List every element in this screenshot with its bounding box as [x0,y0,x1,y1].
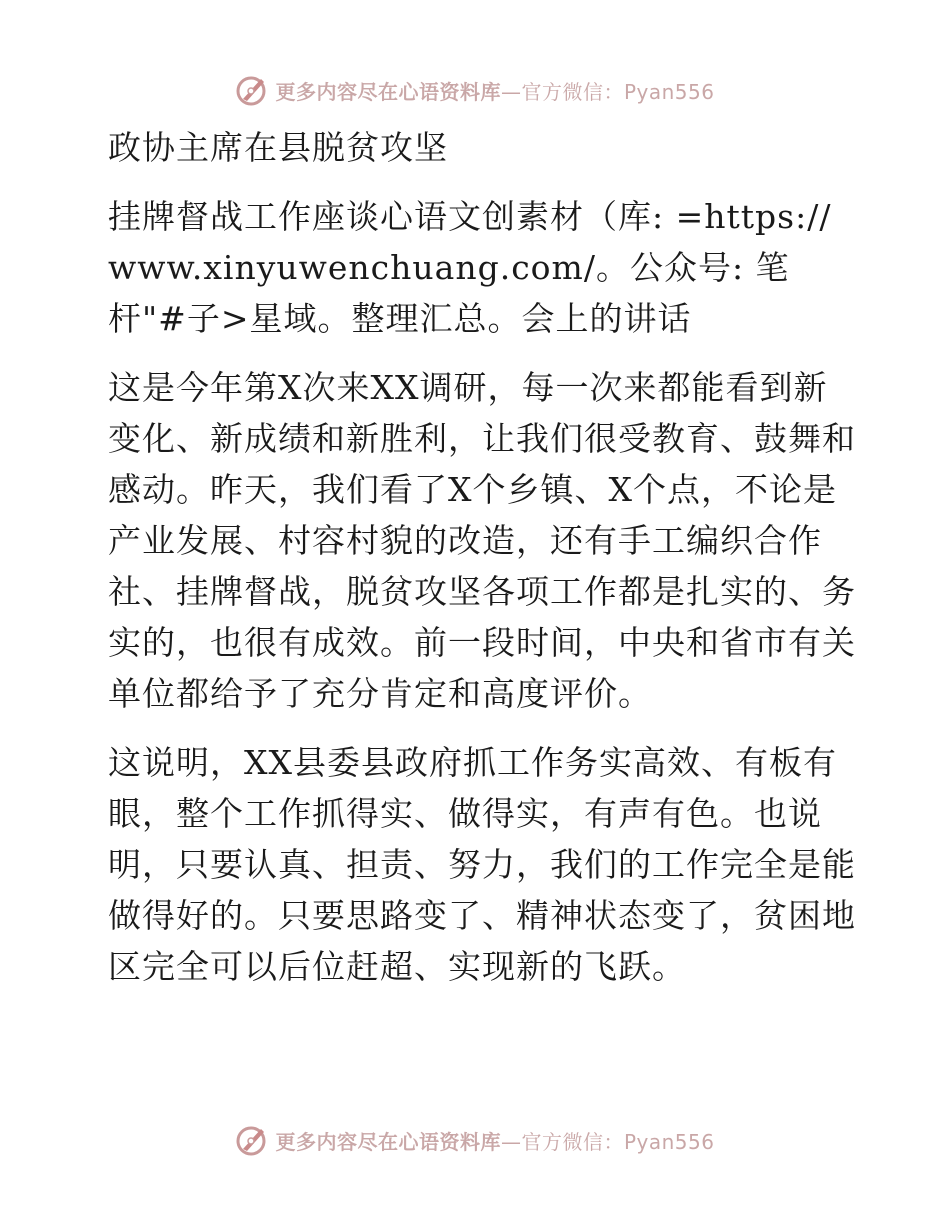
header-banner-main: 更多内容尽在心语资料库 [275,79,501,104]
footer-banner-separator: — [500,1129,522,1154]
header-watermark-banner [0,68,950,112]
paragraph-body-1: 这是今年第X次来XX调研，每一次来都能看到新变化、新成绩和新胜利，让我们很受教育、鼓舞和感动。昨天，我们看了X个乡镇、X个点，不论是产业发展、村容村貌的改造，还有手工编织合作社、挂牌督战，脱贫攻坚各项工作都是扎实的、务实的，也很有成效。前一段时间，中央和省市有关单位都给予了充分肯定和高度评价。 [108,368,856,713]
footer-watermark-banner [0,1118,950,1162]
paragraph-subtitle: 挂牌督战工作座谈心语文创素材（库: =https://www.xinyuwenchuang.com/。公众号: 笔杆"#子>星域。整理汇总。会上的讲话 [108,197,832,338]
document-body [96,122,856,1010]
footer-banner-text [275,1126,714,1155]
paragraph-title-line: 政协主席在县脱贫攻坚 [108,128,448,167]
footer-banner-contact: 官方微信：Pyan556 [521,1129,715,1154]
quill-logo-icon [235,1123,269,1157]
header-banner-contact: 官方微信：Pyan556 [521,79,715,104]
quill-logo-icon [235,73,269,107]
footer-banner-main: 更多内容尽在心语资料库 [275,1129,501,1154]
paragraph-body-2: 这说明，XX县委县政府抓工作务实高效、有板有眼，整个工作抓得实、做得实，有声有色。也说明，只要认真、担责、努力，我们的工作完全是能做得好的。只要思路变了、精神状态变了，贫困地区完全可以后位赶超、实现新的飞跃。 [108,743,856,986]
header-banner-separator: — [500,79,522,104]
header-banner-text [275,76,714,105]
